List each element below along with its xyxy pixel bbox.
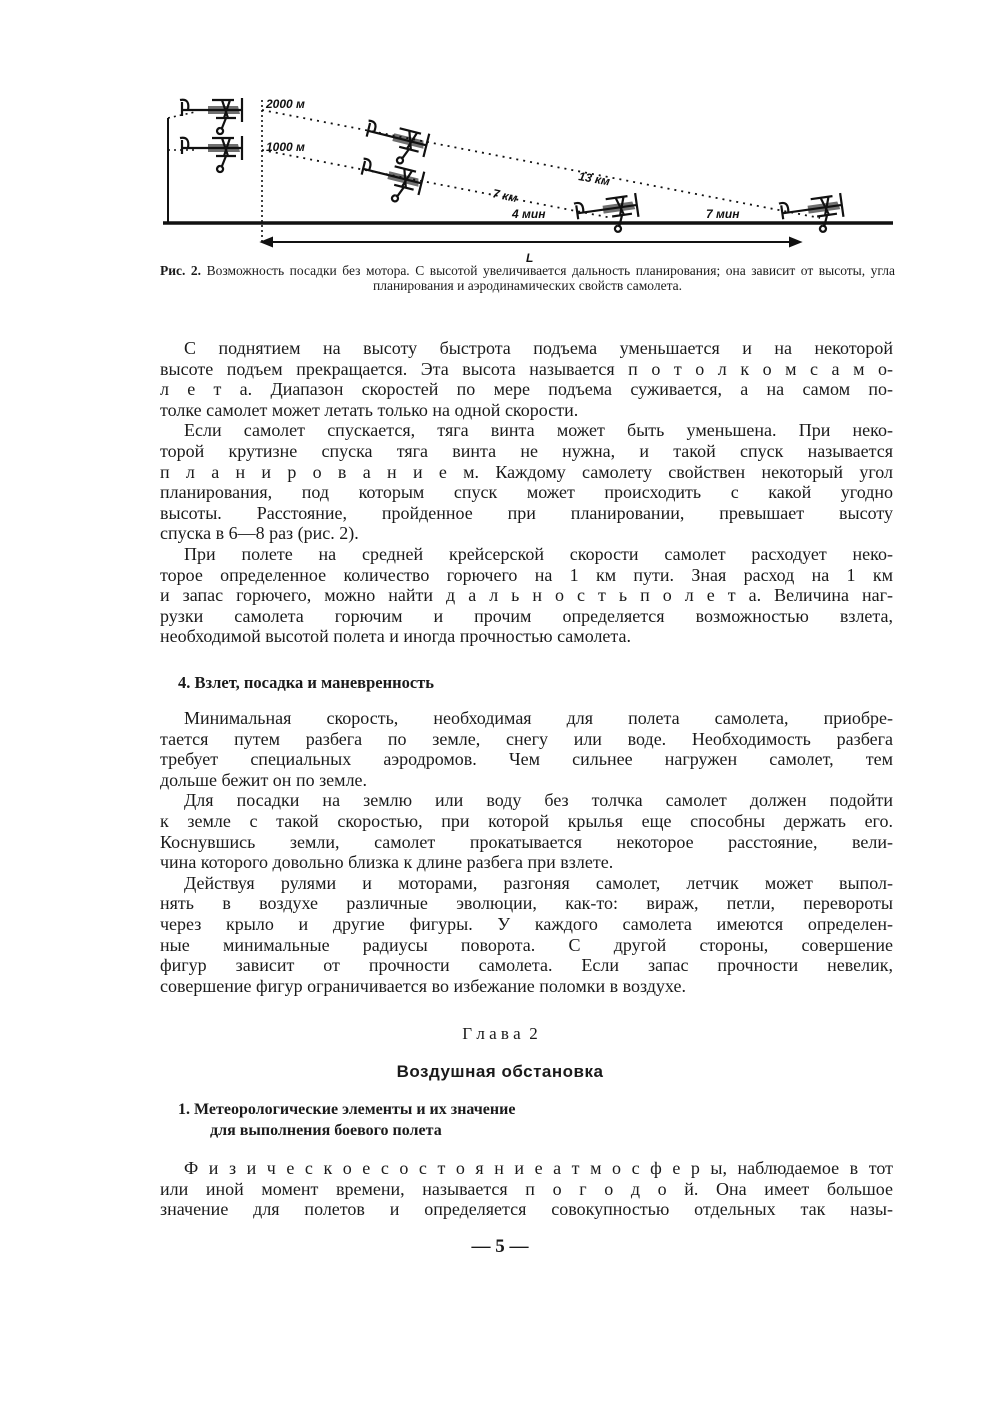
paragraph [160, 708, 893, 790]
paragraph [160, 544, 893, 647]
plane-icon [180, 98, 242, 134]
text-line: толке самолет может летать только на одной скорости. [160, 399, 579, 420]
chapter-body [160, 1158, 893, 1220]
text-line: требует специальных аэродромов. Чем сильнее нагружен самолет, тем [160, 749, 893, 770]
text-line: Действуя рулями и моторами, разгоняя самолет, летчик может выпол- [184, 872, 893, 893]
text-line: С поднятием на высоту быстрота подъема уменьшается и на некоторой [184, 338, 893, 358]
paragraph [160, 1158, 893, 1220]
chapter-label: Г л а в а 2 [462, 1024, 538, 1043]
text-line: торое определенное количество горючего на 1 км пути. Зная расход на 1 км [160, 564, 893, 585]
text-line: необходимой высотой полета и иногда прочностью самолета. [160, 626, 631, 647]
caption-label: Рис. 2. [160, 263, 202, 278]
text-line: спуска в 6—8 раз (рис. 2). [160, 523, 359, 544]
text-line: фигур зависит от прочности самолета. Если запас прочности невелик, [160, 955, 893, 976]
text-line: Ф и з и ч е с к о е с о с т о я н и е а т м о с ф е р ы, наблюдаемое в тот [184, 1158, 893, 1178]
range-arrow [262, 238, 800, 246]
text-line: через крыло и другие фигуры. У каждого самолета имеются определен- [160, 913, 893, 934]
text-line: значение для полетов и определяется совокупностью отдельных так назы- [160, 1199, 893, 1220]
text-line: ные минимальные радиусы поворота. С другой стороны, совершение [160, 934, 893, 955]
text-line: Минимальная скорость, необходимая для полета самолета, приобре- [184, 708, 893, 728]
section-heading: 4. Взлет, посадка и маневренность [178, 673, 435, 692]
label-7km: 7 км [491, 186, 519, 206]
label-7min: 7 мин [706, 207, 740, 221]
plane-icon [180, 136, 242, 172]
text-line: совершение фигур ограничивается во избежание поломки в воздухе. [160, 975, 686, 996]
text-line: или иной момент времени, называется п о г о д о й. Она имеет большое [160, 1178, 893, 1199]
label-2000m: 2000 м [266, 97, 305, 111]
text-line: рузки самолета горючим и прочим определяется возможностью взлета, [160, 605, 893, 626]
label-range: L [526, 251, 534, 265]
text-line: тается путем разбега по земле, снегу или воде. Необходимость разбега [160, 728, 893, 749]
text-line: При полете на средней крейсерской скорости самолет расходует неко- [184, 543, 893, 564]
subsection-heading [178, 1099, 515, 1141]
text-line: высоте подъем прекращается. Эта высота называется п о т о л к о м с а м о- [160, 358, 893, 379]
label-4min: 4 мин [512, 207, 546, 221]
page-number: — 5 — [471, 1236, 529, 1257]
section4-body [160, 708, 893, 996]
text-line: дольше бежит он по земле. [160, 769, 368, 790]
section1-body [160, 338, 893, 647]
text-line: нять в воздухе различные эволюции, как-то: вираж, петли, перевороты [160, 893, 893, 914]
figure-caption [160, 263, 895, 293]
glide-landing-figure [0, 0, 1000, 270]
text-line: чина которого довольно близка к длине разбега при взлете. [160, 852, 614, 873]
chapter-title: Воздушная обстановка [396, 1062, 604, 1081]
text-line: и запас горючего, можно найти д а л ь н о с т ь п о л е т а. Величина наг- [160, 585, 893, 606]
paragraph [160, 790, 893, 872]
text-line: высоты. Расстояние, пройденное при планировании, превышает высоту [160, 502, 893, 523]
plane-icon [574, 193, 640, 237]
text-line: п л а н и р о в а н и е м. Каждому самолету свойствен некоторый угол [160, 461, 893, 482]
paragraph [160, 873, 893, 997]
text-line: торой крутизне спуска тяга винта не нужна, и такой спуск называется [160, 440, 893, 461]
subsection-heading-line: 1. Метеорологические элементы и их значение [178, 1101, 516, 1118]
text-line: планирования, под которым спуск может происходить с какой угодно [160, 482, 893, 503]
text-line: Коснувшись земли, самолет прокатывается некоторое расстояние, вели- [160, 831, 893, 852]
text-line: л е т а. Диапазон скоростей по мере подъема суживается, а на самом по- [160, 379, 893, 400]
text-line: Для посадки на землю или воду без толчка самолет должен подойти [184, 790, 893, 811]
label-13km: 13 км [577, 169, 612, 189]
text-line: Если самолет спускается, тяга винта может быть уменьшена. При неко- [184, 420, 893, 441]
glide-paths [262, 110, 820, 218]
plane-icon [355, 157, 424, 207]
text-line: к земле с такой скоростью, при которой крылья еще способны держать его. [160, 810, 893, 831]
paragraph [160, 338, 893, 420]
caption-text: Возможность посадки без мотора. С высотой увеличивается дальность планирования; она зависит от высоты, угла планирования и аэродинамических свойств самолета. [206, 263, 895, 293]
paragraph [160, 420, 893, 544]
plane-icon [779, 193, 845, 237]
subsection-heading-line: для выполнения боевого полета [210, 1122, 442, 1139]
label-1000m: 1000 м [266, 140, 305, 154]
